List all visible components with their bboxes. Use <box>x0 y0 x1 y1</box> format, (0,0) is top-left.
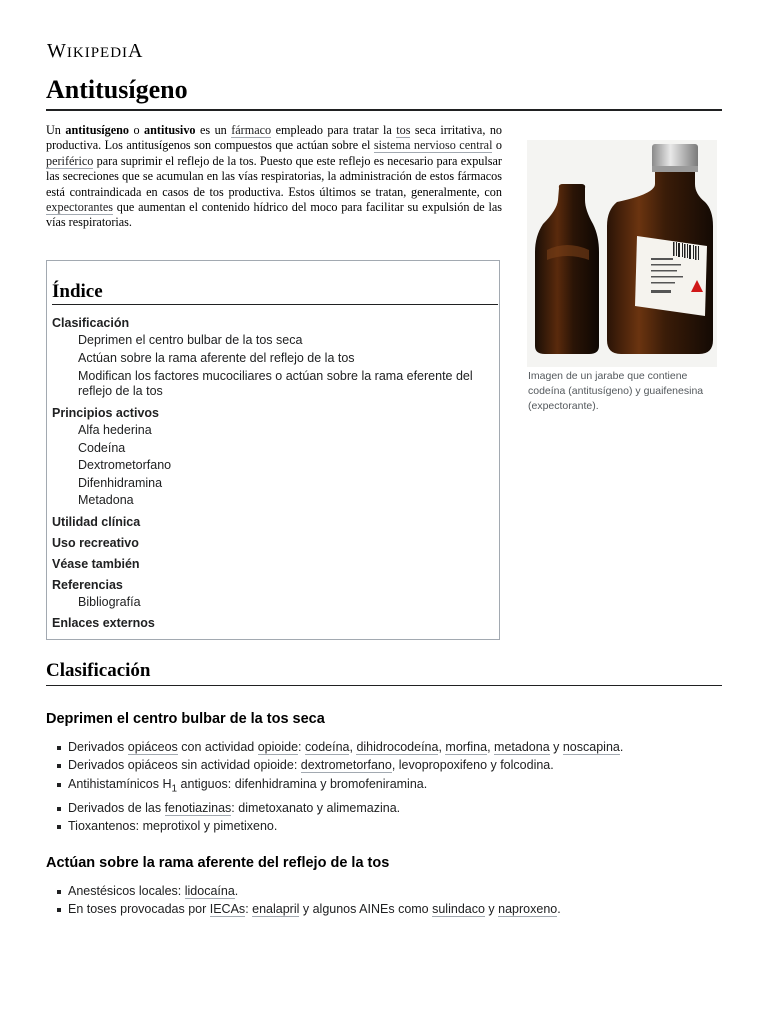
link-tos[interactable]: tos <box>396 123 411 137</box>
toc-item[interactable]: Referencias <box>52 577 123 592</box>
list-item: Anestésicos locales: lidocaína. <box>46 882 726 900</box>
syrup-bottles-image[interactable] <box>527 140 717 367</box>
list-item: Derivados opiáceos sin actividad opioide: dextrometorfano, levopropoxifeno y folcodina. <box>46 756 726 774</box>
section-title-clasificacion: Clasificación <box>46 659 722 686</box>
link-expectorantes[interactable]: expectorantes <box>46 200 113 215</box>
bullet-list-actuan <box>46 882 726 919</box>
toc-title: Índice <box>52 281 498 305</box>
link-iecas[interactable]: IECAs <box>209 902 246 917</box>
toc-subitem[interactable]: Modifican los factores mucociliares o actúan sobre la rama eferente del reflejo de la tos <box>78 369 473 398</box>
toc-item[interactable]: Clasificación <box>52 316 130 330</box>
toc-subitem[interactable]: Difenhidramina <box>78 475 163 490</box>
link-opiaceos[interactable]: opiáceos <box>127 740 178 754</box>
infobox-figure <box>527 140 717 414</box>
link-enalapril[interactable]: enalapril <box>252 902 300 917</box>
list-item: Tioxantenos: meprotixol y pimetixeno. <box>46 817 726 835</box>
list-item: Antihistamínicos $H_1$ antiguos: difenhidramina y bromofeniramina. <box>46 775 726 799</box>
bullet-list-deprimen <box>46 738 726 836</box>
toc-item[interactable]: Principios activos <box>52 406 159 420</box>
toc-item[interactable]: Uso recreativo <box>52 535 139 550</box>
wikipedia-wordmark[interactable]: WIKIPEDIA <box>47 40 144 62</box>
list-item: Derivados de las fenotiazinas: dimetoxanato y alimemazina. <box>46 799 726 817</box>
link-lidocaina[interactable]: lidocaína <box>184 884 235 898</box>
link-metadona[interactable]: metadona <box>494 740 550 754</box>
subsection-title-actuan: Actúan sobre la rama aferente del reflejo de la tos <box>46 855 390 871</box>
link-sulindaco[interactable]: sulindaco <box>432 902 485 917</box>
page-title: Antitusígeno <box>46 74 722 111</box>
link-noscapina[interactable]: noscapina <box>562 740 620 754</box>
link-morfina[interactable]: morfina <box>445 740 488 754</box>
link-codeina[interactable]: codeína <box>305 740 350 754</box>
toc-subitem[interactable]: Actúan sobre la rama aferente del reflejo de la tos <box>78 350 355 365</box>
table-of-contents <box>46 260 500 640</box>
toc-subitem[interactable]: Deprimen el centro bulbar de la tos seca <box>78 333 303 347</box>
toc-item[interactable]: Véase también <box>52 556 140 571</box>
toc-subitem[interactable]: Dextrometorfano <box>78 458 172 472</box>
link-periferico[interactable]: periférico <box>46 153 94 168</box>
link-fenotiazinas[interactable]: fenotiazinas <box>164 800 232 815</box>
toc-list <box>52 314 496 632</box>
toc-subitem[interactable]: Metadona <box>78 493 134 507</box>
toc-item[interactable]: Utilidad clínica <box>52 514 141 529</box>
link-farmaco[interactable]: fármaco <box>231 123 272 137</box>
subsection-title-deprimen: Deprimen el centro bulbar de la tos seca <box>46 711 325 727</box>
toc-subitem[interactable]: Codeína <box>78 440 126 455</box>
syrup-bottles-drawing <box>527 140 717 367</box>
link-sistema-nervioso-central[interactable]: sistema nervioso central <box>373 138 493 153</box>
toc-subitem[interactable]: Bibliografía <box>78 594 141 609</box>
link-dihidrocodeina[interactable]: dihidrocodeína <box>356 740 439 754</box>
link-dextrometorfano[interactable]: dextrometorfano <box>300 758 392 773</box>
list-item: En toses provocadas por IECAs: enalapril y algunos AINEs como sulindaco y naproxeno. <box>46 900 726 918</box>
toc-item[interactable]: Enlaces externos <box>52 616 155 630</box>
list-item: Derivados opiáceos con actividad opioide: codeína, dihidrocodeína, morfina, metadona y noscapina. <box>46 738 726 756</box>
link-opioide[interactable]: opioide <box>257 740 299 754</box>
link-naproxeno[interactable]: naproxeno <box>498 902 558 917</box>
figure-caption: Imagen de un jarabe que contiene codeína (antitusígeno) y guaifenesina (expectorante). <box>528 370 704 412</box>
intro-paragraph: Un antitusígeno o antitusivo es un fármaco empleado para tratar la tos seca irritativa, no productiva. Los antitusígenos son compuestos que actúan sobre el sistema nervioso central o periférico para suprimir el reflejo de la tos. Puesto que este reflejo es necesario para expulsar las secreciones que se acumulan en las vías respiratorias, la administración de estos fármacos está contraindicada en casos de tos productiva. Estos últimos se tratan, generalmente, con expectorantes que aumentan el contenido hídrico del moco para facilitar su expulsión de las vías respiratorias. <box>46 123 503 230</box>
toc-subitem[interactable]: Alfa hederina <box>78 423 152 437</box>
